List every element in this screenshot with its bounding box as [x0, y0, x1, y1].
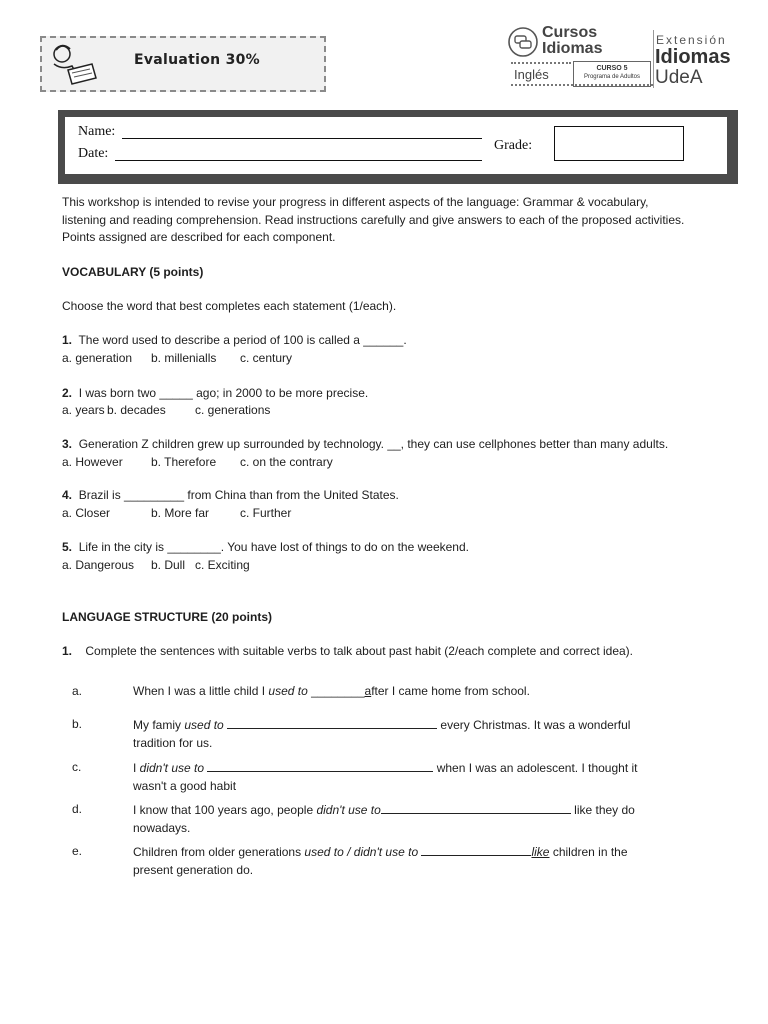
answer-blank[interactable] — [381, 801, 571, 814]
logo-udea: UdeA — [655, 67, 703, 88]
structure-item-d — [133, 801, 635, 837]
answer-blank[interactable]: ________ — [307, 684, 365, 698]
logo-ingles: Inglés — [514, 67, 549, 82]
sentence-text: When I was a little child I — [133, 684, 269, 698]
option-b[interactable]: b. decades — [107, 403, 166, 417]
question-number: 2. — [62, 386, 73, 400]
vocabulary-heading: VOCABULARY (5 points) — [62, 265, 204, 279]
grade-label: Grade: — [494, 138, 533, 153]
option-a[interactable]: a. generation — [62, 351, 133, 365]
page-title: Evaluation 30% — [134, 52, 261, 68]
emphasis-text: didn't use to — [139, 761, 205, 775]
option-a[interactable]: a. years — [62, 403, 105, 417]
question-number: 1. — [62, 644, 73, 658]
chat-bubbles-icon — [507, 26, 539, 58]
option-c[interactable]: c. Exciting — [195, 558, 250, 572]
emphasis-text: didn't use to — [316, 803, 381, 817]
sentence-text: nowadays. — [133, 820, 191, 835]
logo-separator — [653, 30, 654, 88]
question-text: I was born two _____ ago; in 2000 to be more precise. — [78, 386, 369, 400]
vocab-question-3 — [62, 436, 668, 454]
question-number: 4. — [62, 488, 73, 502]
option-c[interactable]: c. on the contrary — [240, 455, 333, 469]
name-field[interactable] — [122, 138, 482, 139]
option-c[interactable]: c. century — [240, 351, 293, 365]
question-text: Generation Z children grew up surrounded by technology. __, they can use cellphones better than many adults. — [78, 437, 669, 451]
structure-item-e — [133, 843, 628, 879]
logo-course-number: CURSO 5 — [596, 65, 628, 72]
intro-paragraph — [62, 194, 684, 247]
question-number: 3. — [62, 437, 73, 451]
date-label: Date: — [78, 146, 109, 161]
sentence-text: Children from older generations — [133, 845, 305, 859]
emphasis-text: like — [531, 845, 550, 859]
item-letter: b. — [72, 717, 83, 731]
question-number: 5. — [62, 540, 73, 554]
sentence-text: a — [364, 684, 372, 698]
question-text: Life in the city is ________. You have lost of things to do on the weekend. — [78, 540, 469, 554]
structure-heading: LANGUAGE STRUCTURE (20 points) — [62, 610, 272, 624]
option-a[interactable]: a. Closer — [62, 506, 111, 520]
question-text: Brazil is _________ from China than from the United States. — [78, 488, 399, 502]
option-a[interactable]: a. However — [62, 455, 123, 469]
structure-question-1 — [62, 643, 633, 661]
logo-idiomas-text: Idiomas — [542, 40, 603, 57]
item-letter: a. — [72, 684, 83, 698]
question-text: The word used to describe a period of 100 is called a ______. — [78, 333, 407, 347]
question-number: 1. — [62, 333, 73, 347]
sentence-text: I know that 100 years ago, people — [133, 803, 317, 817]
sentence-text: like they do — [570, 803, 635, 817]
option-a[interactable]: a. Dangerous — [62, 558, 135, 572]
vocab-question-5 — [62, 539, 469, 557]
structure-item-c — [133, 759, 638, 795]
answer-blank[interactable] — [207, 759, 433, 772]
question-text: Complete the sentences with suitable verbs to talk about past habit (2/each complete and correct idea). — [85, 644, 633, 658]
sentence-text: wasn't a good habit — [133, 778, 237, 793]
option-b[interactable]: b. Therefore — [151, 455, 217, 469]
intro-line: Points assigned are described for each component. — [62, 230, 336, 244]
logo-extension: Extensión — [656, 33, 727, 47]
answer-blank[interactable] — [227, 716, 437, 729]
logo-divider — [511, 84, 653, 86]
sentence-text: when I was an adolescent. I thought it — [433, 761, 638, 775]
intro-line: listening and reading comprehension. Read instructions carefully and give answers to each of the proposed activities. — [62, 212, 685, 227]
option-b[interactable]: b. millenialls — [151, 351, 217, 365]
grade-field[interactable] — [554, 126, 684, 161]
header-banner — [40, 36, 326, 92]
option-c[interactable]: c. Further — [240, 506, 292, 520]
emphasis-text: used to / didn't use to — [304, 845, 419, 859]
name-label: Name: — [78, 124, 116, 139]
option-b[interactable]: b. Dull — [151, 558, 186, 572]
item-letter: e. — [72, 844, 83, 858]
sentence-text: present generation do. — [133, 862, 254, 877]
logo-divider — [511, 62, 571, 64]
sentence-text: children in the — [549, 845, 628, 859]
option-c[interactable]: c. generations — [195, 403, 271, 417]
sentence-text: My famiy — [133, 718, 185, 732]
item-letter: c. — [72, 760, 82, 774]
answer-blank[interactable] — [421, 843, 531, 856]
emphasis-text: used to — [184, 718, 224, 732]
sentence-text: fter I came home from school. — [371, 684, 530, 698]
item-letter: d. — [72, 802, 83, 816]
date-field[interactable] — [115, 160, 482, 161]
structure-item-b — [133, 716, 630, 752]
structure-item-a — [133, 683, 530, 701]
sentence-text: tradition for us. — [133, 735, 213, 750]
student-writing-icon — [46, 40, 98, 88]
vocabulary-instruction: Choose the word that best completes each statement (1/each). — [62, 299, 397, 313]
logo-cursos-text: Cursos — [542, 24, 598, 41]
sentence-text: I — [133, 761, 140, 775]
logo-brand-idiomas: Idiomas — [655, 46, 731, 68]
intro-line: This workshop is intended to revise your progress in different aspects of the language: Grammar & vocabulary, — [62, 195, 649, 209]
logo-cursos-idiomas — [542, 25, 602, 57]
emphasis-text: used to — [268, 684, 308, 698]
sentence-text: every Christmas. It was a wonderful — [437, 718, 631, 732]
logo-program: Programa de Adultos — [583, 74, 641, 80]
vocab-question-4 — [62, 487, 399, 505]
option-b[interactable]: b. More far — [151, 506, 210, 520]
vocab-question-2 — [62, 385, 368, 403]
vocab-question-1 — [62, 332, 407, 350]
